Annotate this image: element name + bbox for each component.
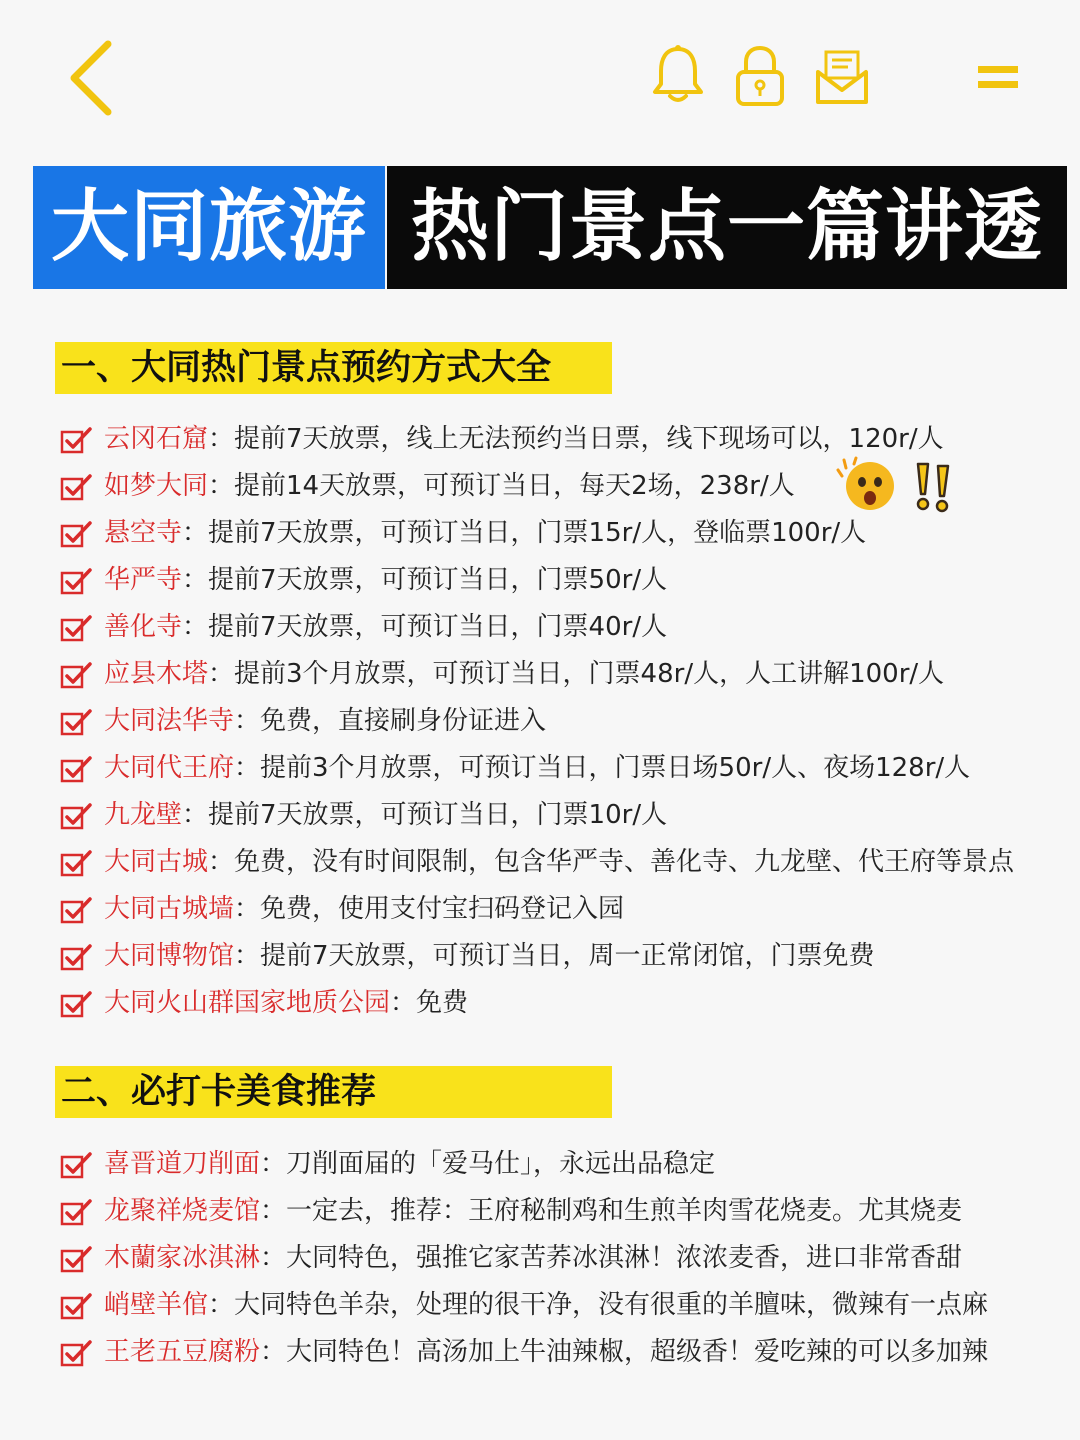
item-name: 善化寺: [104, 612, 183, 642]
item-name: 如梦大同: [104, 471, 209, 501]
item-detail: ：提前3个月放票，可预订当日，门票48r/人，人工讲解100r/人: [208, 659, 945, 689]
item-detail: ：提前7天放票，可预订当日，门票50r/人: [182, 565, 668, 595]
checkbox-icon: [60, 849, 92, 877]
item-detail: ：大同特色羊杂，处理的很干净，没有很重的羊膻味，微辣有一点麻: [208, 1290, 989, 1320]
list-item: [60, 557, 1070, 604]
checkbox-icon: [60, 567, 92, 595]
item-name: 悬空寺: [104, 518, 183, 548]
back-chevron-icon[interactable]: [62, 38, 122, 118]
list-item: [60, 416, 1070, 463]
checkbox-icon: [60, 520, 92, 548]
double-exclamation-icon: [912, 460, 956, 514]
item-name: 九龙壁: [104, 800, 183, 830]
title-banner: [33, 166, 1067, 289]
checkbox-icon: [60, 802, 92, 830]
item-detail: ：提前7天放票，可预订当日，门票15r/人，登临票100r/人: [182, 518, 867, 548]
food-list: [60, 1141, 1070, 1376]
item-detail: ：一定去，推荐：王府秘制鸡和生煎羊肉雪花烧麦。尤其烧麦: [260, 1196, 963, 1226]
item-name: 木蘭家冰淇淋: [104, 1243, 261, 1273]
checkbox-icon: [60, 943, 92, 971]
list-item: [60, 510, 1070, 557]
checkbox-icon: [60, 1198, 92, 1226]
list-item: [60, 1188, 1070, 1235]
list-item: [60, 1235, 1070, 1282]
checkbox-icon: [60, 473, 92, 501]
checkbox-icon: [60, 708, 92, 736]
bell-icon[interactable]: [650, 44, 706, 106]
checkbox-icon: [60, 1151, 92, 1179]
section-title-attractions: 一、大同热门景点预约方式大全: [55, 342, 612, 394]
item-name: 大同火山群国家地质公园: [104, 988, 391, 1018]
item-name: 云冈石窟: [104, 424, 209, 454]
item-name: 大同法华寺: [104, 706, 235, 736]
list-item: [60, 651, 1070, 698]
list-item: [60, 1141, 1070, 1188]
item-detail: ：刀削面届的「爱马仕」，永远出品稳定: [260, 1149, 716, 1179]
list-item: [60, 698, 1070, 745]
item-detail: ：免费，没有时间限制，包含华严寺、善化寺、九龙壁、代王府等景点: [208, 847, 1015, 877]
lock-icon[interactable]: [734, 44, 786, 108]
item-name: 喜晋道刀削面: [104, 1149, 261, 1179]
item-detail: ：免费: [390, 988, 469, 1018]
item-detail: ：免费，直接刷身份证进入: [234, 706, 547, 736]
item-name: 大同古城: [104, 847, 209, 877]
item-detail: ：大同特色，强推它家苦荞冰淇淋！浓浓麦香，进口非常香甜: [260, 1243, 963, 1273]
item-name: 华严寺: [104, 565, 183, 595]
checkbox-icon: [60, 1339, 92, 1367]
item-name: 应县木塔: [104, 659, 209, 689]
item-detail: ：大同特色！高汤加上牛油辣椒，超级香！爱吃辣的可以多加辣: [260, 1337, 989, 1367]
checkbox-icon: [60, 661, 92, 689]
top-toolbar: [0, 0, 1080, 150]
checkbox-icon: [60, 426, 92, 454]
item-detail: ：提前7天放票，可预订当日，周一正常闭馆，门票免费: [234, 941, 875, 971]
item-name: 大同博物馆: [104, 941, 235, 971]
item-detail: ：免费，使用支付宝扫码登记入园: [234, 894, 625, 924]
list-item: [60, 886, 1070, 933]
list-item: [60, 604, 1070, 651]
item-detail: ：提前7天放票，可预订当日，门票10r/人: [182, 800, 668, 830]
item-name: 大同代王府: [104, 753, 235, 783]
checkbox-icon: [60, 1292, 92, 1320]
list-item: [60, 1282, 1070, 1329]
banner-title-right: 热门景点一篇讲透: [387, 166, 1067, 289]
checkbox-icon: [60, 755, 92, 783]
item-detail: ：提前7天放票，线上无法预约当日票，线下现场可以，120r/人: [208, 424, 944, 454]
item-name: 王老五豆腐粉: [104, 1337, 261, 1367]
list-item: [60, 792, 1070, 839]
checkbox-icon: [60, 1245, 92, 1273]
item-name: 龙聚祥烧麦馆: [104, 1196, 261, 1226]
item-detail: ：提前14天放票，可预订当日，每天2场，238r/人: [208, 471, 795, 501]
item-name: 大同古城墙: [104, 894, 235, 924]
list-item: [60, 933, 1070, 980]
list-item: [60, 839, 1070, 886]
checkbox-icon: [60, 614, 92, 642]
list-item: [60, 980, 1070, 1027]
list-item: [60, 1329, 1070, 1376]
item-detail: ：提前7天放票，可预订当日，门票40r/人: [182, 612, 668, 642]
shocked-face-emoji-icon: [836, 456, 898, 512]
banner-title-left: 大同旅游: [33, 166, 385, 289]
mail-icon[interactable]: [814, 48, 870, 106]
menu-icon[interactable]: [976, 64, 1020, 90]
section-title-food: 二、必打卡美食推荐: [55, 1066, 612, 1118]
item-name: 峭壁羊倌: [104, 1290, 209, 1320]
list-item: [60, 745, 1070, 792]
checkbox-icon: [60, 990, 92, 1018]
checkbox-icon: [60, 896, 92, 924]
item-detail: ：提前3个月放票，可预订当日，门票日场50r/人、夜场128r/人: [234, 753, 971, 783]
